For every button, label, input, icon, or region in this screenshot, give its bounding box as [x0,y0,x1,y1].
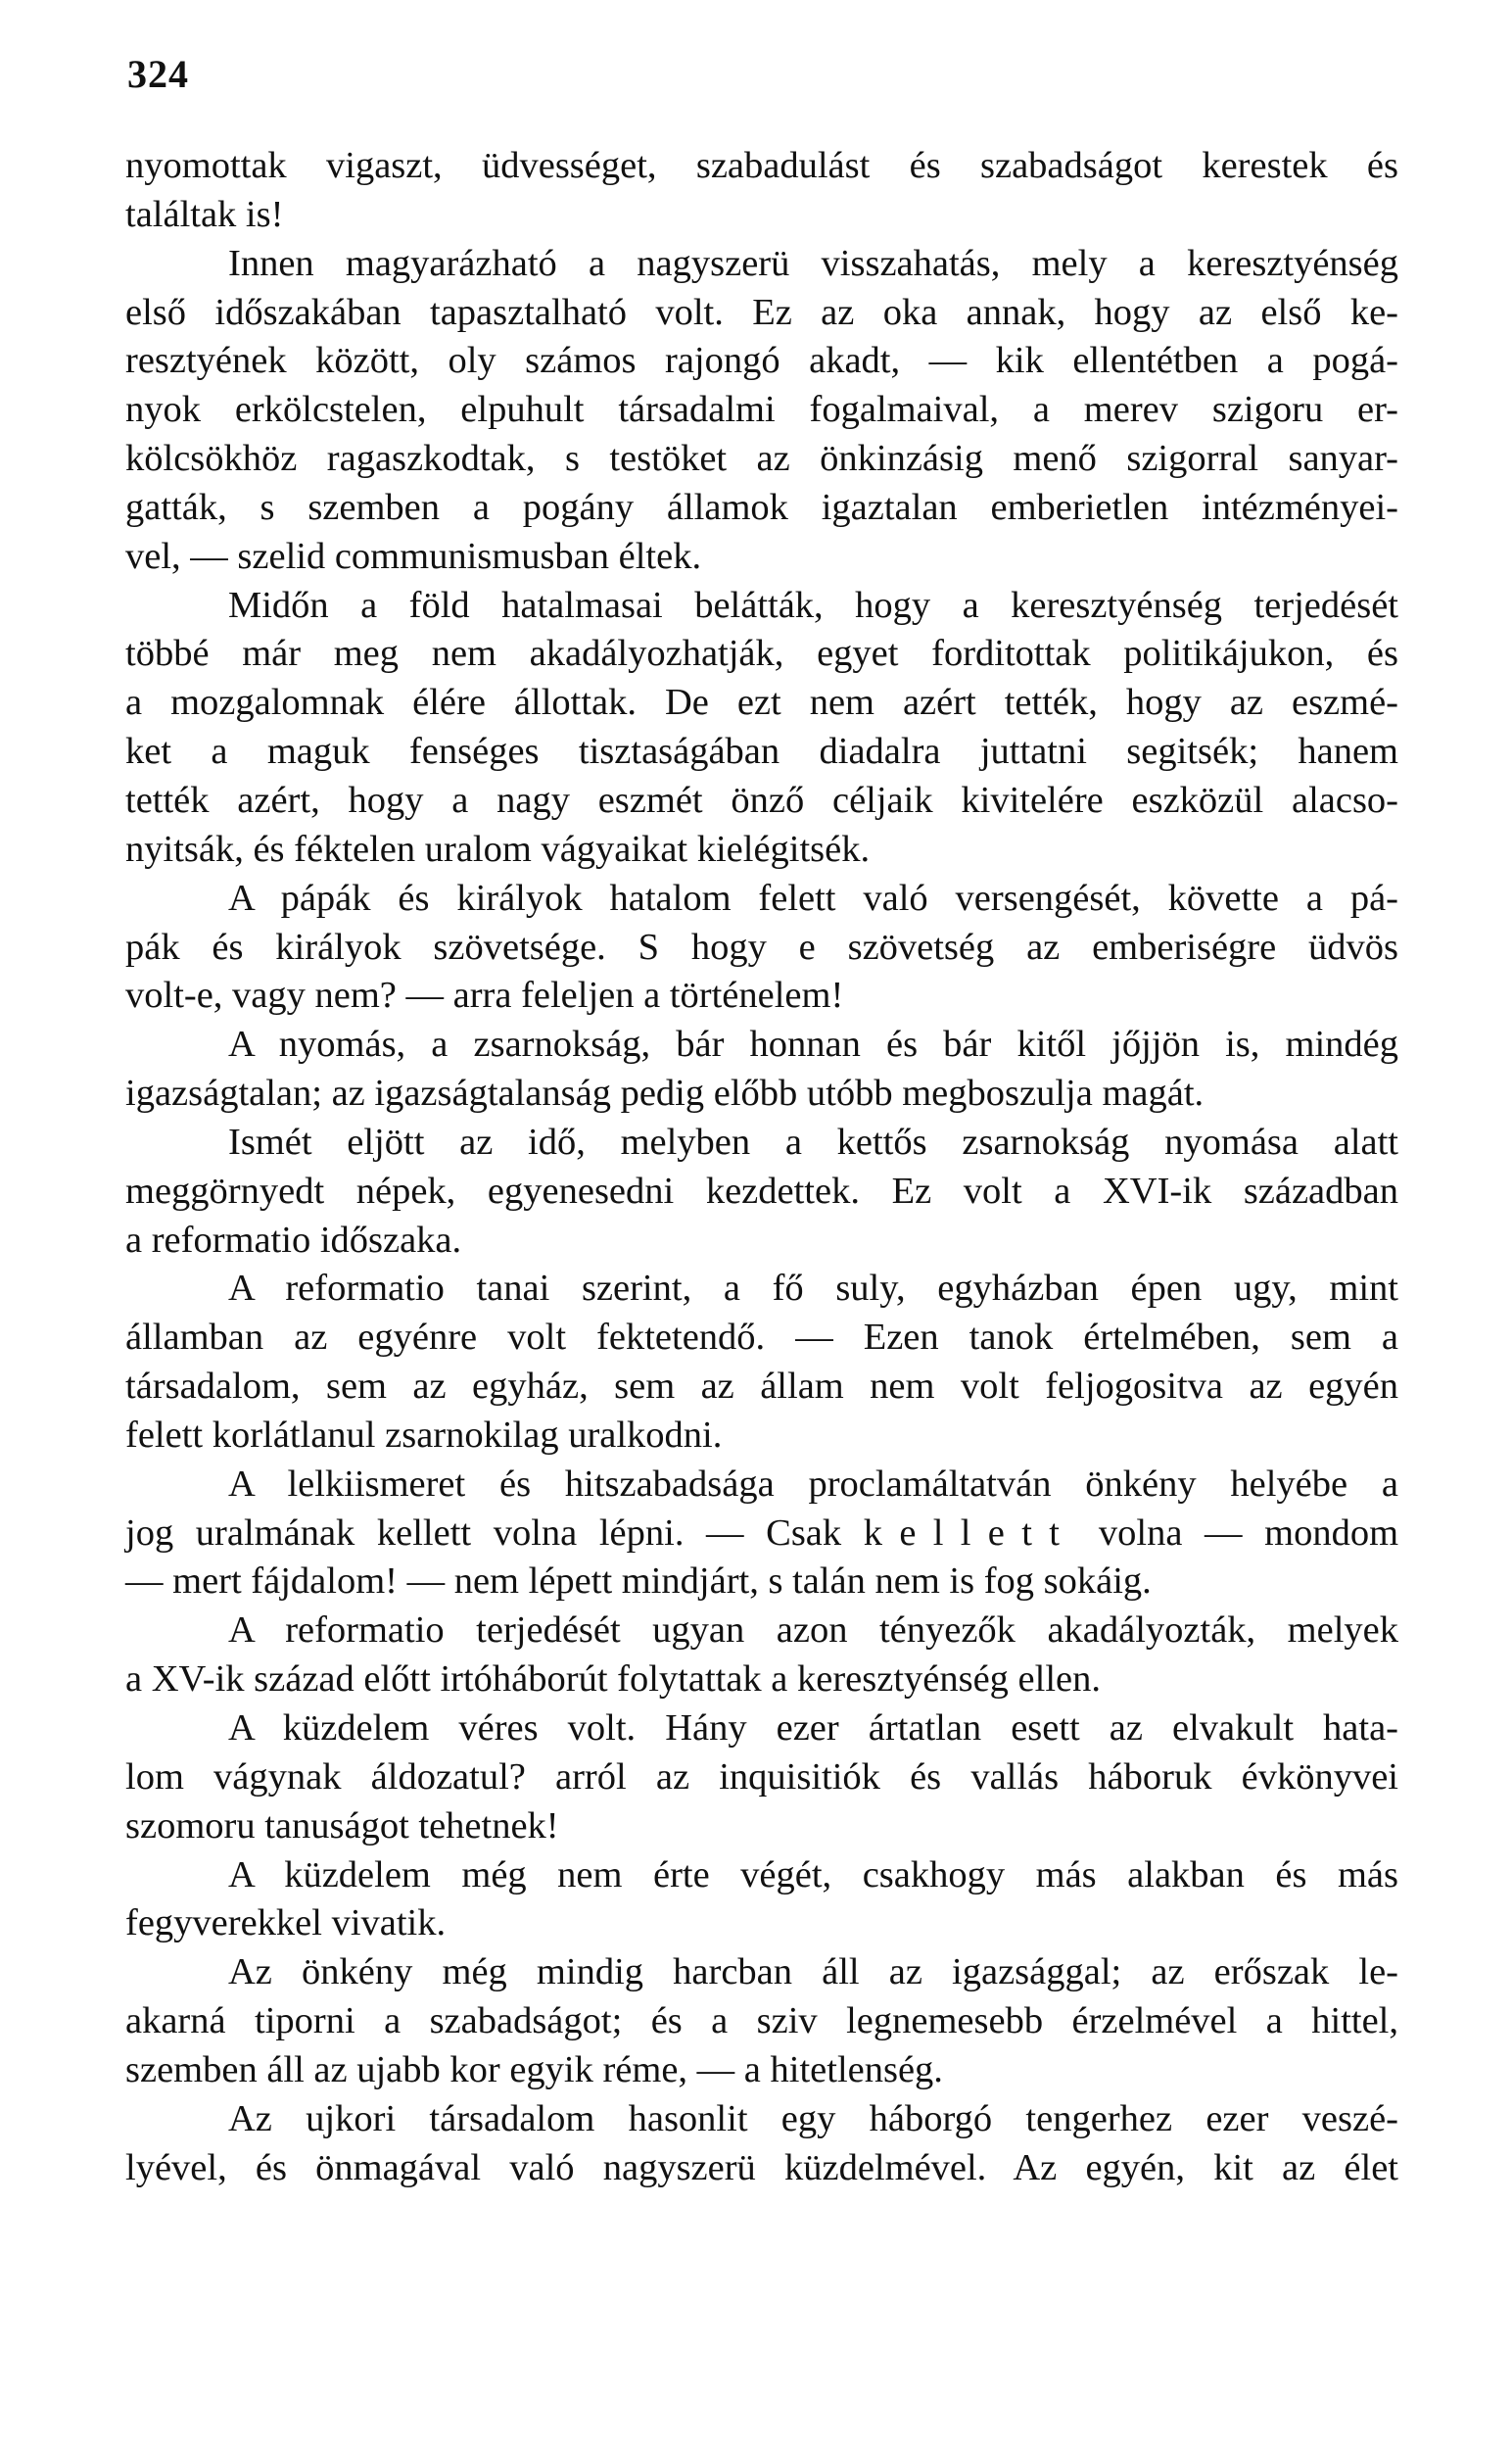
text-line: társadalom, sem az egyház, sem az állam nem volt feljogositva az egyén [125,1366,1398,1408]
text-line: szomoru tanuságot tehetnek! [125,1804,559,1846]
spaced-emphasis-word: kellett [863,1511,1077,1554]
text-line: igazságtalan; az igazságtalanság pedig előbb utóbb megboszulja magát. [125,1073,1205,1115]
text-body [125,142,1398,2192]
text-line: gatták, s szemben a pogány államok igaztalan emberietlen intézményei- [125,486,1398,528]
text-line: a XV-ik század előtt irtóháborút folytattak a keresztyénség ellen. [125,1658,1101,1701]
text-line: lyével, és önmagával való nagyszerü küzdelmével. Az egyén, kit az élet [125,2146,1398,2188]
text-line: nyomottak vigaszt, üdvességet, szabadulást és szabadságot kerestek és [125,145,1398,186]
text-line: fegyverekkel vivatik. [125,1902,447,1944]
text-line: első időszakában tapasztalható volt. Ez az oka annak, hogy az első ke- [125,291,1398,333]
paragraph-start-line: Az ujkori társadalom hasonlit egy háborgó tengerhez ezer veszé- [228,2097,1398,2139]
text-line: resztyének között, oly számos rajongó akadt, — kik ellentétben a pogá- [125,340,1398,382]
text-line: ket a maguk fenséges tisztaságában diadalra juttatni segitsék; hanem [125,731,1398,773]
paragraph-start-line: A lelkiismeret és hitszabadsága proclamáltatván önkény helyébe a [228,1463,1398,1505]
page-number: 324 [127,52,189,96]
paragraph-start-line: A pápák és királyok hatalom felett való versengését, követte a pá- [228,877,1398,919]
text-fragment: volna — mondom [1098,1511,1399,1554]
text-line: szemben áll az ujabb kor egyik réme, — a hitetlenség. [125,2048,943,2090]
text-line: lom vágynak áldozatul? arról az inquisitiók és vallás háboruk évkönyvei [125,1755,1398,1798]
text-line: kölcsökhöz ragaszkodtak, s testöket az önkinzásig menő szigorral sanyar- [125,438,1398,480]
text-line: pák és királyok szövetsége. S hogy e szövetség az emberiségre üdvös [125,926,1398,968]
text-line: meggörnyedt népek, egyenesedni kezdettek. Ez volt a XVI-ik században [125,1170,1398,1212]
text-line: tették azért, hogy a nagy eszmét önző céljaik kivitelére eszközül alacso- [125,779,1398,821]
text-line: találtak is! [125,193,284,235]
text-line: nyok erkölcstelen, elpuhult társadalmi fogalmaival, a merev szigoru er- [125,389,1398,431]
text-line: többé már meg nem akadályozhatják, egyet forditottak politikájukon, és [125,633,1398,675]
text-line: akarná tiporni a szabadságot; és a sziv legnemesebb érzelmével a hittel, [125,2000,1398,2042]
text-line: vel, — szelid communismusban éltek. [125,535,702,577]
text-line: a reformatio időszaka. [125,1219,462,1261]
text-line-with-spaced-word [125,1510,1398,1559]
paragraph-start-line: A küzdelem véres volt. Hány ezer ártatlan esett az elvakult hata- [228,1707,1398,1749]
text-line: volt-e, vagy nem? — arra feleljen a történelem! [125,975,844,1017]
text-line: nyitsák, és féktelen uralom vágyaikat kielégitsék. [125,828,871,870]
paragraph-start-line: A reformatio terjedését ugyan azon tényezők akadályozták, melyek [228,1609,1398,1652]
paragraph-start-line: A küzdelem még nem érte végét, csakhogy más alakban és más [228,1853,1398,1895]
paragraph-start-line: Midőn a föld hatalmasai belátták, hogy a keresztyénség terjedését [228,584,1398,626]
paragraph-start-line: Innen magyarázható a nagyszerü visszahatás, mely a keresztyénség [228,242,1398,284]
text-line: — mert fájdalom! — nem lépett mindjárt, s talán nem is fog sokáig. [125,1560,1152,1603]
text-fragment: jog uralmának kellett volna lépni. — Csak [125,1511,842,1554]
text-line: a mozgalomnak élére állottak. De ezt nem azért tették, hogy az eszmé- [125,682,1398,724]
paragraph-start-line: Az önkény még mindig harcban áll az igazsággal; az erőszak le- [228,1951,1398,1993]
paragraph-start-line: A reformatio tanai szerint, a fő suly, egyházban épen ugy, mint [228,1268,1398,1310]
paragraph-start-line: Ismét eljött az idő, melyben a kettős zsarnokság nyomása alatt [228,1121,1398,1163]
text-line: államban az egyénre volt fektetendő. — Ezen tanok értelmében, sem a [125,1317,1398,1359]
paragraph-start-line: A nyomás, a zsarnokság, bár honnan és bár kitől jőjjön is, mindég [228,1024,1398,1066]
text-line: felett korlátlanul zsarnokilag uralkodni. [125,1414,723,1456]
